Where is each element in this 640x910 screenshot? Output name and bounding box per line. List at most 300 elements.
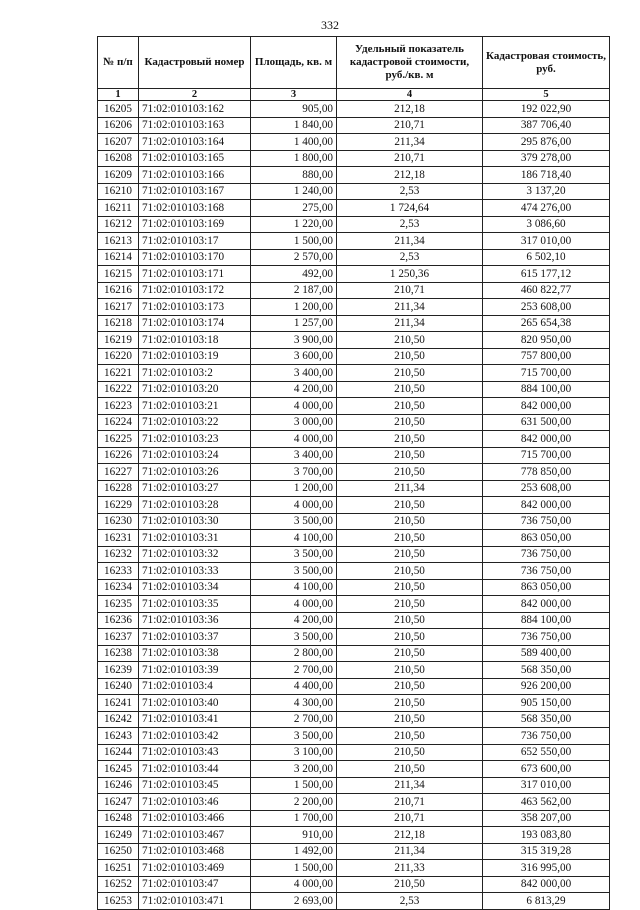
table-row bbox=[98, 381, 610, 398]
cadastral-value-cell: 3 086,60 bbox=[483, 216, 610, 233]
cadastral-value-cell: 842 000,00 bbox=[483, 596, 610, 613]
row-number-cell: 16216 bbox=[98, 282, 139, 299]
area-cell: 1 200,00 bbox=[251, 299, 337, 316]
table-body bbox=[98, 101, 610, 910]
cadastral-number-cell: 71:02:010103:165 bbox=[139, 150, 251, 167]
area-cell: 1 500,00 bbox=[251, 860, 337, 877]
unit-value-cell: 211,34 bbox=[337, 299, 483, 316]
unit-value-cell: 210,50 bbox=[337, 596, 483, 613]
cadastral-value-cell: 253 608,00 bbox=[483, 480, 610, 497]
cadastral-number-cell: 71:02:010103:468 bbox=[139, 843, 251, 860]
row-number-cell: 16234 bbox=[98, 579, 139, 596]
header-unit-value: Удельный показатель кадастровой стоимости, руб./кв. м bbox=[337, 37, 483, 89]
unit-value-cell: 210,50 bbox=[337, 612, 483, 629]
cadastral-number-cell: 71:02:010103:27 bbox=[139, 480, 251, 497]
row-number-cell: 16209 bbox=[98, 167, 139, 184]
row-number-cell: 16221 bbox=[98, 365, 139, 382]
cadastral-value-cell: 863 050,00 bbox=[483, 530, 610, 547]
cadastral-value-cell: 358 207,00 bbox=[483, 810, 610, 827]
row-number-cell: 16236 bbox=[98, 612, 139, 629]
area-cell: 1 500,00 bbox=[251, 777, 337, 794]
cadastral-value-cell: 568 350,00 bbox=[483, 711, 610, 728]
table-row bbox=[98, 464, 610, 481]
area-cell: 3 100,00 bbox=[251, 744, 337, 761]
cadastral-value-cell: 673 600,00 bbox=[483, 761, 610, 778]
table-row bbox=[98, 398, 610, 415]
unit-value-cell: 210,50 bbox=[337, 513, 483, 530]
header-area: Площадь, кв. м bbox=[251, 37, 337, 89]
cadastral-number-cell: 71:02:010103:467 bbox=[139, 827, 251, 844]
cadastral-value-cell: 842 000,00 bbox=[483, 876, 610, 893]
table-row bbox=[98, 728, 610, 745]
cadastral-number-cell: 71:02:010103:24 bbox=[139, 447, 251, 464]
row-number-cell: 16237 bbox=[98, 629, 139, 646]
cadastral-value-cell: 265 654,38 bbox=[483, 315, 610, 332]
area-cell: 4 200,00 bbox=[251, 612, 337, 629]
cadastral-value-cell: 6 502,10 bbox=[483, 249, 610, 266]
area-cell: 4 000,00 bbox=[251, 398, 337, 415]
cadastral-value-cell: 863 050,00 bbox=[483, 579, 610, 596]
row-number-cell: 16248 bbox=[98, 810, 139, 827]
area-cell: 4 000,00 bbox=[251, 596, 337, 613]
unit-value-cell: 210,71 bbox=[337, 282, 483, 299]
cadastral-value-cell: 884 100,00 bbox=[483, 612, 610, 629]
unit-value-cell: 210,50 bbox=[337, 876, 483, 893]
cadastral-value-cell: 842 000,00 bbox=[483, 431, 610, 448]
table-row bbox=[98, 711, 610, 728]
area-cell: 4 200,00 bbox=[251, 381, 337, 398]
table-row bbox=[98, 299, 610, 316]
unit-value-cell: 1 250,36 bbox=[337, 266, 483, 283]
unit-value-cell: 1 724,64 bbox=[337, 200, 483, 217]
unit-value-cell: 210,50 bbox=[337, 464, 483, 481]
cadastral-number-cell: 71:02:010103:19 bbox=[139, 348, 251, 365]
area-cell: 2 800,00 bbox=[251, 645, 337, 662]
cadastral-number-cell: 71:02:010103:44 bbox=[139, 761, 251, 778]
table-row bbox=[98, 744, 610, 761]
table-row bbox=[98, 876, 610, 893]
row-number-cell: 16243 bbox=[98, 728, 139, 745]
table-row bbox=[98, 695, 610, 712]
row-number-cell: 16230 bbox=[98, 513, 139, 530]
table-row bbox=[98, 827, 610, 844]
cadastral-value-cell: 186 718,40 bbox=[483, 167, 610, 184]
table-row bbox=[98, 348, 610, 365]
row-number-cell: 16232 bbox=[98, 546, 139, 563]
cadastral-number-cell: 71:02:010103:28 bbox=[139, 497, 251, 514]
unit-value-cell: 210,50 bbox=[337, 381, 483, 398]
cadastral-number-cell: 71:02:010103:169 bbox=[139, 216, 251, 233]
row-number-cell: 16240 bbox=[98, 678, 139, 695]
column-index: 1 bbox=[98, 89, 139, 101]
cadastral-number-cell: 71:02:010103:38 bbox=[139, 645, 251, 662]
area-cell: 1 400,00 bbox=[251, 134, 337, 151]
table-row bbox=[98, 101, 610, 118]
row-number-cell: 16233 bbox=[98, 563, 139, 580]
unit-value-cell: 210,50 bbox=[337, 332, 483, 349]
unit-value-cell: 210,50 bbox=[337, 678, 483, 695]
cadastral-value-cell: 317 010,00 bbox=[483, 233, 610, 250]
table-row bbox=[98, 200, 610, 217]
unit-value-cell: 210,50 bbox=[337, 365, 483, 382]
unit-value-cell: 212,18 bbox=[337, 101, 483, 118]
area-cell: 2 200,00 bbox=[251, 794, 337, 811]
row-number-cell: 16205 bbox=[98, 101, 139, 118]
table-row bbox=[98, 645, 610, 662]
unit-value-cell: 210,71 bbox=[337, 810, 483, 827]
area-cell: 3 900,00 bbox=[251, 332, 337, 349]
table-row bbox=[98, 546, 610, 563]
area-cell: 4 100,00 bbox=[251, 530, 337, 547]
row-number-cell: 16245 bbox=[98, 761, 139, 778]
area-cell: 4 100,00 bbox=[251, 579, 337, 596]
area-cell: 1 257,00 bbox=[251, 315, 337, 332]
cadastral-value-cell: 317 010,00 bbox=[483, 777, 610, 794]
table-row bbox=[98, 579, 610, 596]
unit-value-cell: 211,34 bbox=[337, 777, 483, 794]
table-row bbox=[98, 183, 610, 200]
cadastral-value-cell: 295 876,00 bbox=[483, 134, 610, 151]
unit-value-cell: 210,50 bbox=[337, 579, 483, 596]
unit-value-cell: 210,50 bbox=[337, 629, 483, 646]
cadastral-number-cell: 71:02:010103:39 bbox=[139, 662, 251, 679]
row-number-cell: 16225 bbox=[98, 431, 139, 448]
area-cell: 4 000,00 bbox=[251, 497, 337, 514]
row-number-cell: 16239 bbox=[98, 662, 139, 679]
row-number-cell: 16250 bbox=[98, 843, 139, 860]
row-number-cell: 16231 bbox=[98, 530, 139, 547]
cadastral-number-cell: 71:02:010103:34 bbox=[139, 579, 251, 596]
page-number: 332 bbox=[321, 18, 339, 32]
table-row bbox=[98, 596, 610, 613]
area-cell: 2 700,00 bbox=[251, 662, 337, 679]
cadastral-value-cell: 315 319,28 bbox=[483, 843, 610, 860]
area-cell: 3 500,00 bbox=[251, 513, 337, 530]
table-row bbox=[98, 761, 610, 778]
cadastral-value-cell: 736 750,00 bbox=[483, 563, 610, 580]
unit-value-cell: 210,50 bbox=[337, 348, 483, 365]
cadastral-number-cell: 71:02:010103:18 bbox=[139, 332, 251, 349]
table-row bbox=[98, 167, 610, 184]
table-row bbox=[98, 233, 610, 250]
unit-value-cell: 2,53 bbox=[337, 183, 483, 200]
unit-value-cell: 210,50 bbox=[337, 546, 483, 563]
table-row bbox=[98, 513, 610, 530]
area-cell: 910,00 bbox=[251, 827, 337, 844]
area-cell: 3 500,00 bbox=[251, 728, 337, 745]
cadastral-number-cell: 71:02:010103:45 bbox=[139, 777, 251, 794]
area-cell: 880,00 bbox=[251, 167, 337, 184]
unit-value-cell: 212,18 bbox=[337, 167, 483, 184]
row-number-cell: 16210 bbox=[98, 183, 139, 200]
cadastral-number-cell: 71:02:010103:466 bbox=[139, 810, 251, 827]
cadastral-number-cell: 71:02:010103:162 bbox=[139, 101, 251, 118]
area-cell: 1 840,00 bbox=[251, 117, 337, 134]
cadastral-number-cell: 71:02:010103:47 bbox=[139, 876, 251, 893]
table-row bbox=[98, 629, 610, 646]
area-cell: 1 700,00 bbox=[251, 810, 337, 827]
cadastral-number-cell: 71:02:010103:168 bbox=[139, 200, 251, 217]
unit-value-cell: 210,50 bbox=[337, 447, 483, 464]
cadastral-number-cell: 71:02:010103:33 bbox=[139, 563, 251, 580]
cadastral-value-cell: 589 400,00 bbox=[483, 645, 610, 662]
table-row bbox=[98, 777, 610, 794]
table-row bbox=[98, 249, 610, 266]
row-number-cell: 16249 bbox=[98, 827, 139, 844]
unit-value-cell: 2,53 bbox=[337, 249, 483, 266]
area-cell: 3 500,00 bbox=[251, 563, 337, 580]
row-number-cell: 16228 bbox=[98, 480, 139, 497]
column-index-row bbox=[98, 89, 610, 101]
area-cell: 2 570,00 bbox=[251, 249, 337, 266]
table-header-row bbox=[98, 37, 610, 89]
unit-value-cell: 212,18 bbox=[337, 827, 483, 844]
cadastral-number-cell: 71:02:010103:22 bbox=[139, 414, 251, 431]
unit-value-cell: 210,50 bbox=[337, 398, 483, 415]
area-cell: 905,00 bbox=[251, 101, 337, 118]
row-number-cell: 16241 bbox=[98, 695, 139, 712]
row-number-cell: 16215 bbox=[98, 266, 139, 283]
header-row-number: № п/п bbox=[98, 37, 139, 89]
unit-value-cell: 210,71 bbox=[337, 117, 483, 134]
area-cell: 4 000,00 bbox=[251, 431, 337, 448]
cadastral-number-cell: 71:02:010103:170 bbox=[139, 249, 251, 266]
cadastral-number-cell: 71:02:010103:167 bbox=[139, 183, 251, 200]
cadastral-value-cell: 379 278,00 bbox=[483, 150, 610, 167]
area-cell: 492,00 bbox=[251, 266, 337, 283]
cadastral-number-cell: 71:02:010103:173 bbox=[139, 299, 251, 316]
table-row bbox=[98, 480, 610, 497]
area-cell: 2 693,00 bbox=[251, 893, 337, 910]
cadastral-number-cell: 71:02:010103:31 bbox=[139, 530, 251, 547]
table-row bbox=[98, 497, 610, 514]
row-number-cell: 16223 bbox=[98, 398, 139, 415]
row-number-cell: 16207 bbox=[98, 134, 139, 151]
unit-value-cell: 210,50 bbox=[337, 563, 483, 580]
row-number-cell: 16219 bbox=[98, 332, 139, 349]
row-number-cell: 16226 bbox=[98, 447, 139, 464]
cadastral-value-cell: 736 750,00 bbox=[483, 513, 610, 530]
cadastral-value-cell: 820 950,00 bbox=[483, 332, 610, 349]
cadastral-number-cell: 71:02:010103:2 bbox=[139, 365, 251, 382]
row-number-cell: 16214 bbox=[98, 249, 139, 266]
row-number-cell: 16238 bbox=[98, 645, 139, 662]
cadastral-value-cell: 652 550,00 bbox=[483, 744, 610, 761]
row-number-cell: 16222 bbox=[98, 381, 139, 398]
column-index: 3 bbox=[251, 89, 337, 101]
area-cell: 1 800,00 bbox=[251, 150, 337, 167]
cadastral-value-cell: 6 813,29 bbox=[483, 893, 610, 910]
unit-value-cell: 210,50 bbox=[337, 662, 483, 679]
cadastral-number-cell: 71:02:010103:36 bbox=[139, 612, 251, 629]
table-row bbox=[98, 332, 610, 349]
cadastral-number-cell: 71:02:010103:35 bbox=[139, 596, 251, 613]
area-cell: 2 187,00 bbox=[251, 282, 337, 299]
cadastre-table bbox=[97, 36, 610, 910]
unit-value-cell: 210,50 bbox=[337, 728, 483, 745]
cadastral-value-cell: 460 822,77 bbox=[483, 282, 610, 299]
unit-value-cell: 211,34 bbox=[337, 134, 483, 151]
table-row bbox=[98, 266, 610, 283]
table-row bbox=[98, 150, 610, 167]
cadastral-number-cell: 71:02:010103:21 bbox=[139, 398, 251, 415]
area-cell: 275,00 bbox=[251, 200, 337, 217]
cadastral-number-cell: 71:02:010103:37 bbox=[139, 629, 251, 646]
cadastral-number-cell: 71:02:010103:32 bbox=[139, 546, 251, 563]
cadastral-value-cell: 631 500,00 bbox=[483, 414, 610, 431]
table-row bbox=[98, 794, 610, 811]
row-number-cell: 16213 bbox=[98, 233, 139, 250]
unit-value-cell: 2,53 bbox=[337, 216, 483, 233]
row-number-cell: 16252 bbox=[98, 876, 139, 893]
column-index: 5 bbox=[483, 89, 610, 101]
cadastral-value-cell: 193 083,80 bbox=[483, 827, 610, 844]
cadastral-number-cell: 71:02:010103:171 bbox=[139, 266, 251, 283]
cadastral-value-cell: 192 022,90 bbox=[483, 101, 610, 118]
unit-value-cell: 211,34 bbox=[337, 233, 483, 250]
cadastral-number-cell: 71:02:010103:4 bbox=[139, 678, 251, 695]
row-number-cell: 16227 bbox=[98, 464, 139, 481]
cadastral-value-cell: 884 100,00 bbox=[483, 381, 610, 398]
cadastral-value-cell: 568 350,00 bbox=[483, 662, 610, 679]
row-number-cell: 16211 bbox=[98, 200, 139, 217]
area-cell: 4 300,00 bbox=[251, 695, 337, 712]
unit-value-cell: 210,71 bbox=[337, 794, 483, 811]
header-cadastral-number: Кадастровый номер bbox=[139, 37, 251, 89]
cadastral-value-cell: 715 700,00 bbox=[483, 365, 610, 382]
unit-value-cell: 211,34 bbox=[337, 480, 483, 497]
table-row bbox=[98, 117, 610, 134]
row-number-cell: 16247 bbox=[98, 794, 139, 811]
cadastral-number-cell: 71:02:010103:166 bbox=[139, 167, 251, 184]
cadastral-value-cell: 757 800,00 bbox=[483, 348, 610, 365]
row-number-cell: 16217 bbox=[98, 299, 139, 316]
unit-value-cell: 210,50 bbox=[337, 530, 483, 547]
area-cell: 3 200,00 bbox=[251, 761, 337, 778]
unit-value-cell: 2,53 bbox=[337, 893, 483, 910]
table-row bbox=[98, 431, 610, 448]
row-number-cell: 16224 bbox=[98, 414, 139, 431]
unit-value-cell: 211,34 bbox=[337, 843, 483, 860]
row-number-cell: 16212 bbox=[98, 216, 139, 233]
cadastral-value-cell: 736 750,00 bbox=[483, 546, 610, 563]
row-number-cell: 16229 bbox=[98, 497, 139, 514]
row-number-cell: 16208 bbox=[98, 150, 139, 167]
unit-value-cell: 210,50 bbox=[337, 414, 483, 431]
area-cell: 2 700,00 bbox=[251, 711, 337, 728]
cadastral-value-cell: 474 276,00 bbox=[483, 200, 610, 217]
cadastral-value-cell: 842 000,00 bbox=[483, 398, 610, 415]
cadastral-number-cell: 71:02:010103:164 bbox=[139, 134, 251, 151]
table-row bbox=[98, 414, 610, 431]
area-cell: 3 400,00 bbox=[251, 365, 337, 382]
cadastral-number-cell: 71:02:010103:30 bbox=[139, 513, 251, 530]
cadastral-number-cell: 71:02:010103:17 bbox=[139, 233, 251, 250]
row-number-cell: 16242 bbox=[98, 711, 139, 728]
cadastral-value-cell: 736 750,00 bbox=[483, 728, 610, 745]
area-cell: 4 000,00 bbox=[251, 876, 337, 893]
area-cell: 3 400,00 bbox=[251, 447, 337, 464]
unit-value-cell: 211,33 bbox=[337, 860, 483, 877]
area-cell: 3 700,00 bbox=[251, 464, 337, 481]
area-cell: 1 200,00 bbox=[251, 480, 337, 497]
table-row bbox=[98, 860, 610, 877]
row-number-cell: 16206 bbox=[98, 117, 139, 134]
unit-value-cell: 210,50 bbox=[337, 645, 483, 662]
unit-value-cell: 210,50 bbox=[337, 711, 483, 728]
cadastral-value-cell: 3 137,20 bbox=[483, 183, 610, 200]
row-number-cell: 16218 bbox=[98, 315, 139, 332]
table-row bbox=[98, 315, 610, 332]
row-number-cell: 16235 bbox=[98, 596, 139, 613]
cadastral-value-cell: 316 995,00 bbox=[483, 860, 610, 877]
unit-value-cell: 210,50 bbox=[337, 761, 483, 778]
cadastral-number-cell: 71:02:010103:43 bbox=[139, 744, 251, 761]
cadastral-number-cell: 71:02:010103:26 bbox=[139, 464, 251, 481]
table-row bbox=[98, 843, 610, 860]
cadastral-value-cell: 615 177,12 bbox=[483, 266, 610, 283]
cadastral-number-cell: 71:02:010103:174 bbox=[139, 315, 251, 332]
table-row bbox=[98, 282, 610, 299]
cadastral-value-cell: 463 562,00 bbox=[483, 794, 610, 811]
row-number-cell: 16244 bbox=[98, 744, 139, 761]
cadastral-value-cell: 842 000,00 bbox=[483, 497, 610, 514]
area-cell: 1 500,00 bbox=[251, 233, 337, 250]
cadastral-number-cell: 71:02:010103:471 bbox=[139, 893, 251, 910]
column-index: 2 bbox=[139, 89, 251, 101]
unit-value-cell: 210,50 bbox=[337, 431, 483, 448]
row-number-cell: 16246 bbox=[98, 777, 139, 794]
cadastral-number-cell: 71:02:010103:23 bbox=[139, 431, 251, 448]
cadastral-value-cell: 905 150,00 bbox=[483, 695, 610, 712]
area-cell: 1 492,00 bbox=[251, 843, 337, 860]
cadastral-value-cell: 736 750,00 bbox=[483, 629, 610, 646]
table-row bbox=[98, 662, 610, 679]
table-row bbox=[98, 530, 610, 547]
area-cell: 1 220,00 bbox=[251, 216, 337, 233]
table-row bbox=[98, 447, 610, 464]
area-cell: 3 500,00 bbox=[251, 629, 337, 646]
table-row bbox=[98, 893, 610, 910]
table-row bbox=[98, 678, 610, 695]
cadastral-value-cell: 387 706,40 bbox=[483, 117, 610, 134]
table-row bbox=[98, 134, 610, 151]
unit-value-cell: 210,71 bbox=[337, 150, 483, 167]
cadastral-value-cell: 715 700,00 bbox=[483, 447, 610, 464]
cadastral-value-cell: 778 850,00 bbox=[483, 464, 610, 481]
row-number-cell: 16251 bbox=[98, 860, 139, 877]
area-cell: 4 400,00 bbox=[251, 678, 337, 695]
column-index: 4 bbox=[337, 89, 483, 101]
cadastral-number-cell: 71:02:010103:163 bbox=[139, 117, 251, 134]
cadastral-number-cell: 71:02:010103:20 bbox=[139, 381, 251, 398]
table-row bbox=[98, 612, 610, 629]
row-number-cell: 16220 bbox=[98, 348, 139, 365]
table-row bbox=[98, 810, 610, 827]
cadastral-number-cell: 71:02:010103:46 bbox=[139, 794, 251, 811]
area-cell: 3 600,00 bbox=[251, 348, 337, 365]
cadastral-value-cell: 926 200,00 bbox=[483, 678, 610, 695]
area-cell: 3 000,00 bbox=[251, 414, 337, 431]
unit-value-cell: 210,50 bbox=[337, 695, 483, 712]
cadastral-number-cell: 71:02:010103:469 bbox=[139, 860, 251, 877]
row-number-cell: 16253 bbox=[98, 893, 139, 910]
cadastral-number-cell: 71:02:010103:41 bbox=[139, 711, 251, 728]
area-cell: 1 240,00 bbox=[251, 183, 337, 200]
unit-value-cell: 210,50 bbox=[337, 744, 483, 761]
table-row bbox=[98, 365, 610, 382]
unit-value-cell: 210,50 bbox=[337, 497, 483, 514]
